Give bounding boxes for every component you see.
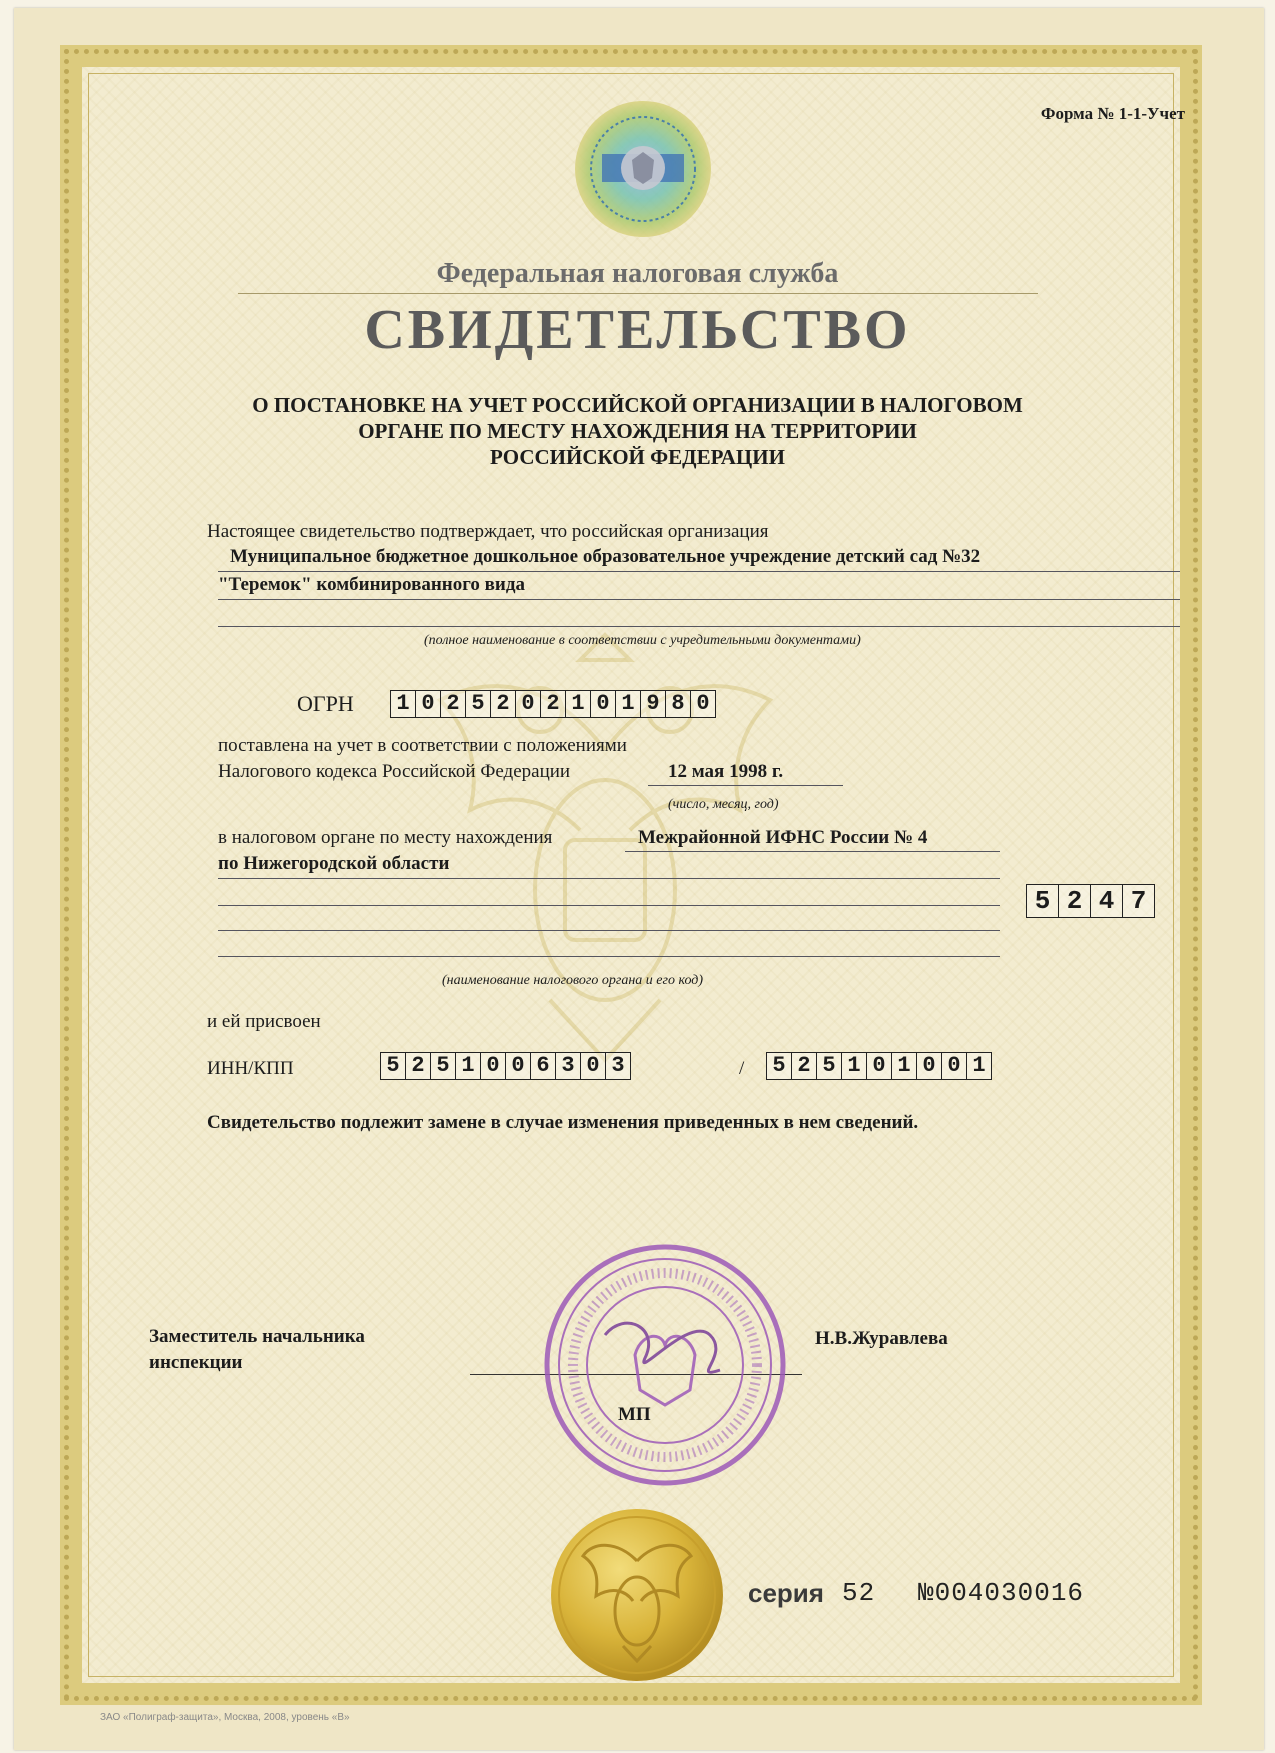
certificate-number: №004030016 xyxy=(918,1578,1085,1608)
underline xyxy=(218,905,1000,906)
tax-authority-region: по Нижегородской области xyxy=(218,853,450,874)
underline xyxy=(625,851,1000,852)
ogrn-label: ОГРН xyxy=(297,691,354,716)
digit-cell: 0 xyxy=(591,691,616,717)
registration-date: 12 мая 1998 г. xyxy=(668,761,784,782)
signatory-name: Н.В.Журавлева xyxy=(815,1328,948,1349)
digit-cell: 2 xyxy=(1059,885,1091,917)
underline xyxy=(218,930,1000,931)
tax-authority-name: Межрайонной ИФНС России № 4 xyxy=(638,827,928,848)
digit-cell: 0 xyxy=(506,1053,531,1079)
underline xyxy=(218,956,1000,957)
digit-cell: 1 xyxy=(566,691,591,717)
digit-cell: 5 xyxy=(817,1053,842,1079)
org-name-line: Муниципальное бюджетное дошкольное образовательное учреждение детский сад №32 xyxy=(230,546,981,567)
kpp-field xyxy=(766,1052,992,1080)
replacement-notice: Свидетельство подлежит замене в случае изменения приведенных в нем сведений. xyxy=(207,1112,919,1133)
series-label: серия xyxy=(748,1578,824,1608)
date-note: (число, месяц, год) xyxy=(668,797,779,812)
registered-text-1: поставлена на учет в соответствии с положениями xyxy=(218,735,627,756)
org-name-line: "Теремок" комбинированного вида xyxy=(218,574,525,595)
digit-cell: 1 xyxy=(892,1053,917,1079)
digit-cell: 0 xyxy=(481,1053,506,1079)
printer-note: ЗАО «Полиграф-защита», Москва, 2008, уровень «В» xyxy=(100,1712,350,1723)
digit-cell: 2 xyxy=(441,691,466,717)
inn-kpp-separator: / xyxy=(739,1058,745,1079)
intro-text: Настоящее свидетельство подтверждает, что российская организация xyxy=(207,521,769,542)
digit-cell: 2 xyxy=(792,1053,817,1079)
signatory-title-line-1: Заместитель начальника xyxy=(149,1326,365,1347)
digit-cell: 5 xyxy=(1027,885,1059,917)
underline xyxy=(218,878,1000,879)
inn-field xyxy=(380,1052,631,1080)
org-name-note: (полное наименование в соответствии с учредительными документами) xyxy=(424,633,861,648)
subtitle-line: РОССИЙСКОЙ ФЕДЕРАЦИИ xyxy=(490,445,785,469)
title-rule xyxy=(238,293,1038,294)
digit-cell: 0 xyxy=(867,1053,892,1079)
gold-seal-icon xyxy=(548,1506,726,1684)
digit-cell: 3 xyxy=(611,1053,625,1078)
digit-cell: 0 xyxy=(516,691,541,717)
agency-name: Федеральная налоговая служба xyxy=(436,258,839,289)
tax-authority-label: в налоговом органе по месту нахождения xyxy=(218,827,553,848)
digit-cell: 2 xyxy=(406,1053,431,1079)
series-value: 52 xyxy=(842,1578,876,1608)
digit-cell: 0 xyxy=(696,691,710,716)
digit-cell: 0 xyxy=(416,691,441,717)
underline xyxy=(648,785,843,786)
digit-cell: 7 xyxy=(1130,886,1147,916)
document-title: СВИДЕТЕЛЬСТВО xyxy=(364,299,911,361)
document-subtitle xyxy=(0,392,1275,470)
digit-cell: 3 xyxy=(556,1053,581,1079)
digit-cell: 2 xyxy=(491,691,516,717)
digit-cell: 5 xyxy=(381,1053,406,1079)
digit-cell: 8 xyxy=(666,691,691,717)
subtitle-line: ОРГАНЕ ПО МЕСТУ НАХОЖДЕНИЯ НА ТЕРРИТОРИИ xyxy=(358,419,917,443)
digit-cell: 0 xyxy=(942,1053,967,1079)
underline xyxy=(218,599,1180,600)
digit-cell: 5 xyxy=(767,1053,792,1079)
subtitle-line: О ПОСТАНОВКЕ НА УЧЕТ РОССИЙСКОЙ ОРГАНИЗАЦИИ В НАЛОГОВОМ xyxy=(252,393,1023,417)
digit-cell: 1 xyxy=(842,1053,867,1079)
registered-text-2: Налогового кодекса Российской Федерации xyxy=(218,761,571,782)
assigned-label: и ей присвоен xyxy=(207,1011,321,1032)
digit-cell: 5 xyxy=(466,691,491,717)
hologram-emblem-icon xyxy=(572,98,714,240)
form-number: Форма № 1-1-Учет xyxy=(1040,104,1185,123)
digit-cell: 6 xyxy=(531,1053,556,1079)
digit-cell: 1 xyxy=(391,691,416,717)
digit-cell: 4 xyxy=(1091,885,1123,917)
digit-cell: 2 xyxy=(541,691,566,717)
digit-cell: 1 xyxy=(456,1053,481,1079)
underline xyxy=(218,571,1180,572)
tax-authority-code-field xyxy=(1026,884,1155,918)
digit-cell: 5 xyxy=(431,1053,456,1079)
digit-cell: 9 xyxy=(641,691,666,717)
digit-cell: 1 xyxy=(616,691,641,717)
digit-cell: 1 xyxy=(972,1053,986,1078)
inn-kpp-label: ИНН/КПП xyxy=(207,1058,294,1079)
stamp-place-label: МП xyxy=(618,1404,651,1425)
signatory-title-line-2: инспекции xyxy=(149,1352,243,1373)
digit-cell: 0 xyxy=(581,1053,606,1079)
underline xyxy=(218,626,1180,627)
tax-authority-note: (наименование налогового органа и его код) xyxy=(442,973,704,988)
ogrn-field xyxy=(390,690,716,718)
official-stamp-icon xyxy=(540,1240,790,1490)
digit-cell: 0 xyxy=(917,1053,942,1079)
